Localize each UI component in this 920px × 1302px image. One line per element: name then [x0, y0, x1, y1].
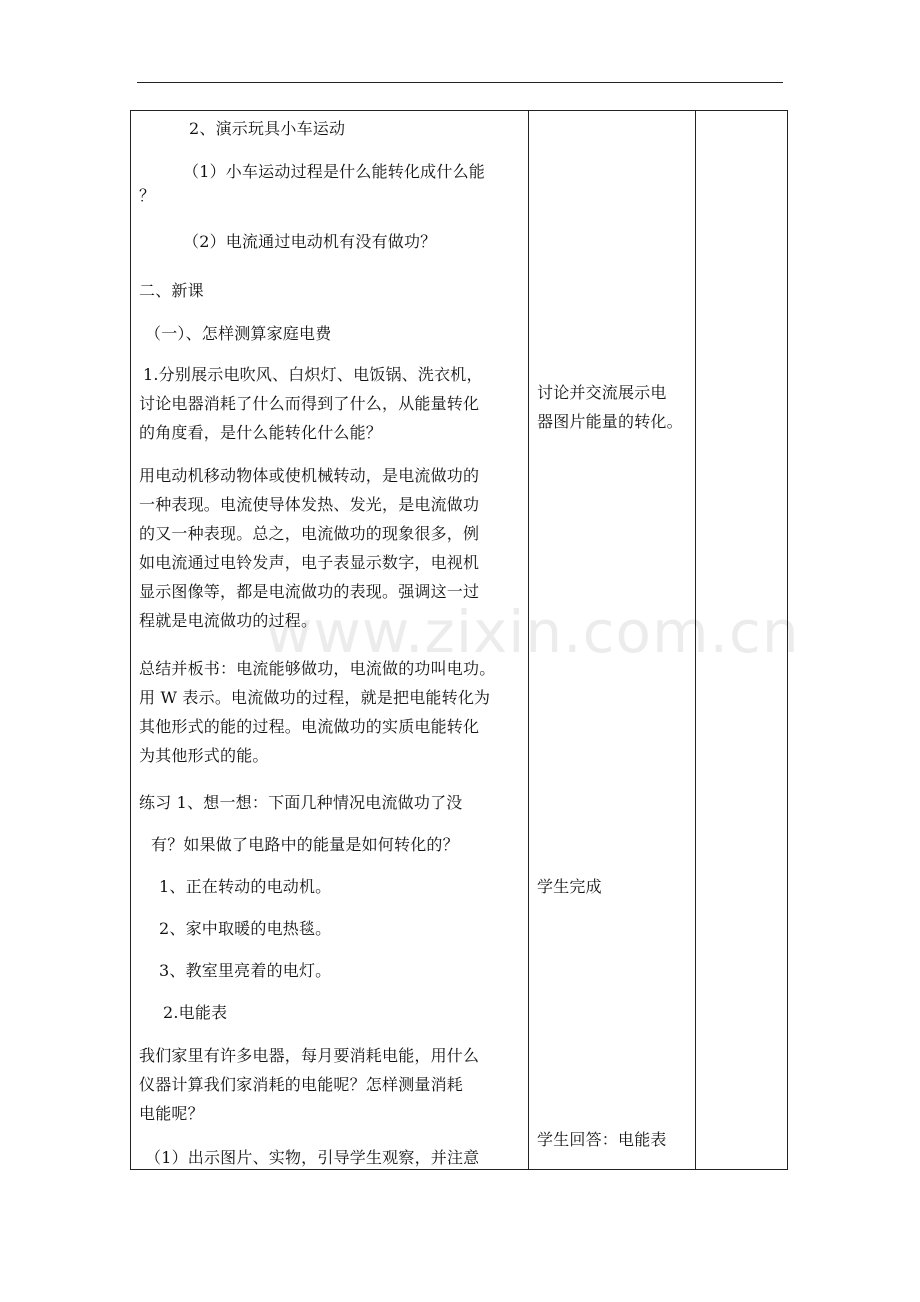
- paragraph-line: 为其他形式的能。: [139, 746, 269, 765]
- exercise-item: 3、教室里亮着的电灯。: [159, 961, 332, 980]
- paragraph-line: 用 W 表示。电流做功的过程，就是把电能转化为: [139, 688, 491, 707]
- section-new-lesson: 二、新课: [139, 281, 204, 300]
- demo-title: 2、演示玩具小车运动: [189, 119, 346, 138]
- paragraph-observe: （1）出示图片、实物，引导学生观察，并注意: [145, 1148, 480, 1167]
- subsection-electricity-bill: （一）、怎样测算家庭电费: [145, 324, 332, 343]
- paragraph-line: 总结并板书：电流能够做功，电流做的功叫电功。: [139, 659, 496, 678]
- exercise-line-2: 有？如果做了电路中的能量是如何转化的？: [151, 835, 459, 854]
- paragraph-line: 1.分别展示电吹风、白炽灯、电饭锅、洗衣机，: [143, 365, 483, 384]
- watermark: www.zixin.com.cn: [265, 598, 800, 666]
- question-2: （2）电流通过电动机有没有做功？: [183, 232, 437, 251]
- paragraph-line: 仪器计算我们家消耗的电能呢？怎样测量消耗: [139, 1075, 464, 1094]
- exercise-line-1: 练习 1、想一想：下面几种情况电流做功了没: [139, 793, 463, 812]
- paragraph-line: 用电动机移动物体或使机械转动，是电流做功的: [139, 466, 480, 485]
- paragraph-line: 的又一种表现。总之，电流做功的现象很多，例: [139, 524, 480, 543]
- paragraph-line: 的角度看，是什么能转化什么能？: [139, 423, 383, 442]
- discussion-line: 器图片能量的转化。: [537, 412, 683, 431]
- header-rule: [137, 82, 783, 83]
- exercise-item: 2、家中取暖的电热毯。: [159, 919, 332, 938]
- paragraph-line: 程就是电流做功的过程。: [139, 611, 318, 630]
- paragraph-line: 如电流通过电铃发声，电子表显示数字，电视机: [139, 553, 480, 572]
- question-1-line-2: ？: [139, 186, 156, 205]
- paragraph-line: 电能呢？: [139, 1104, 204, 1123]
- paragraph-line: 其他形式的能的过程。电流做功的实质电能转化: [139, 717, 480, 736]
- student-complete: 学生完成: [537, 877, 602, 896]
- paragraph-line: 讨论电器消耗了什么而得到了什么，从能量转化: [139, 394, 480, 413]
- discussion-line: 讨论并交流展示电: [537, 383, 667, 402]
- exercise-item: 1、正在转动的电动机。: [159, 877, 332, 896]
- question-1-line-1: （1）小车运动过程是什么能转化成什么能: [183, 162, 485, 181]
- paragraph-line: 我们家里有许多电器，每月要消耗电能，用什么: [139, 1046, 480, 1065]
- student-answer: 学生回答：电能表: [537, 1130, 667, 1149]
- paragraph-line: 显示图像等，都是电流做功的表现。强调这一过: [139, 582, 480, 601]
- paragraph-line: 一种表现。电流使导体发热、发光，是电流做功: [139, 495, 480, 514]
- meter-title: 2.电能表: [163, 1003, 228, 1022]
